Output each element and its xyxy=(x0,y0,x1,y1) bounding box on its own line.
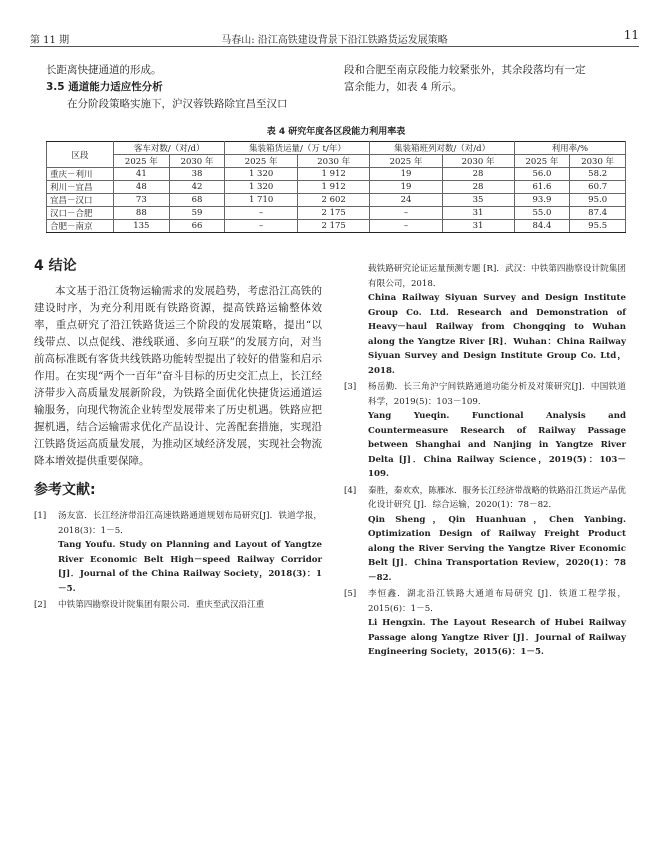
year-header: 2030 年 xyxy=(169,155,225,168)
reference-list-left xyxy=(34,509,322,613)
reference-number: [2] xyxy=(34,600,47,610)
table-cell: 66 xyxy=(169,220,225,233)
table-cell-region: 合肥－南京 xyxy=(47,220,114,233)
year-header: 2030 年 xyxy=(297,155,370,168)
table-cell: 60.7 xyxy=(570,181,626,194)
table-cell: – xyxy=(225,207,298,220)
reference-english: Yang Yueqin. Functional Analysis and Countermeasure Research of Railway Passage between Shanghai and Nanjing in Yangtze River Delta [J]．China Railway Science，2019(5)：103－109. xyxy=(368,411,626,479)
table-cell: 1 320 xyxy=(225,181,298,194)
reference-item xyxy=(34,509,322,596)
table-cell: 2 175 xyxy=(297,207,370,220)
table-row xyxy=(47,207,626,220)
table-cell: 61.6 xyxy=(514,181,570,194)
reference-number: [5] xyxy=(344,589,357,599)
reference-chinese: 汤友富．长江经济带沿江高速铁路通道规划布局研究[J]．铁道学报，2018(3)：1－5． xyxy=(58,511,322,536)
conclusion-section xyxy=(34,258,322,615)
paragraph-continued-end: 富余能力，如表 4 所示。 xyxy=(344,81,463,93)
table-cell: 58.2 xyxy=(570,168,626,181)
column-header-region: 区段 xyxy=(47,142,114,168)
table-cell: 55.0 xyxy=(514,207,570,220)
table-cell: 42 xyxy=(169,181,225,194)
table-cell: 28 xyxy=(442,181,514,194)
table-row xyxy=(47,181,626,194)
table-cell: 41 xyxy=(114,168,170,181)
table-4 xyxy=(46,124,626,233)
reference-number: [3] xyxy=(344,382,357,392)
table-cell: 48 xyxy=(114,181,170,194)
table-cell: 1 912 xyxy=(297,168,370,181)
running-title: 马春山: 沿江高铁建设背景下沿江铁路货运发展策略 xyxy=(221,35,448,46)
table-cell: 88 xyxy=(114,207,170,220)
reference-chinese: 杨岳勤．长三角沪宁间铁路通道功能分析及对策研究[J]．中国铁道科学，2019(5)：103－109． xyxy=(368,382,626,407)
year-header: 2025 年 xyxy=(370,155,442,168)
reference-english: China Railway Siyuan Survey and Design Institute Group Co. Ltd. Research and Demonstration of Heavy－haul Railway from Chongqing to Wuhan along the Yangtze River [R]．Wuhan：China Railway Siyuan Survey and Design Institute Group Co. Ltd，2018. xyxy=(368,293,626,376)
table-cell: 93.9 xyxy=(514,194,570,207)
table-cell: 31 xyxy=(442,207,514,220)
page-number: 11 xyxy=(623,28,639,42)
reference-chinese: 中铁第四勘察设计院集团有限公司．重庆至武汉沿江重 xyxy=(58,600,265,610)
table-cell: 24 xyxy=(370,194,442,207)
table-cell: 68 xyxy=(169,194,225,207)
table-cell: – xyxy=(370,207,442,220)
reference-chinese: 李恒鑫．湖北沿江铁路大通道布局研究 [J]．铁道工程学报，2015(6)：1－5． xyxy=(368,589,626,614)
table-cell: 1 710 xyxy=(225,194,298,207)
table-cell: 2 602 xyxy=(297,194,370,207)
paragraph-end: 长距离快捷通道的形成。 xyxy=(46,64,162,76)
table-cell-region: 宜昌－汉口 xyxy=(47,194,114,207)
reference-chinese: 秦胜，秦欢欢，陈雁冰．服务长江经济带战略的铁路沿江货运产品优化设计研究 [J]．综合运输，2020(1)：78－82． xyxy=(368,485,626,510)
top-left-column xyxy=(46,62,321,113)
page-header xyxy=(30,28,639,47)
reference-english: Tang Youfu. Study on Planning and Layout of Yangtze River Economic Belt High－speed Railway Corridor [J]．Journal of the China Railway Society，2018(3)：1－5. xyxy=(58,540,322,594)
table-cell: 73 xyxy=(114,194,170,207)
paragraph-continued: 段和合肥至南京段能力较紧张外，其余段落均有一定 xyxy=(344,64,586,76)
reference-item xyxy=(344,380,626,482)
reference-item xyxy=(34,598,322,613)
table-cell: – xyxy=(370,220,442,233)
reference-english: Qin Sheng，Qin Huanhuan，Chen Yanbing. Optimization Design of Railway Freight Product along the River Serving the Yangtze River Economic Belt [J]．China Transportation Review，2020(1)：78－82. xyxy=(368,514,626,583)
table-cell: 95.0 xyxy=(570,194,626,207)
table-row xyxy=(47,168,626,181)
table-row xyxy=(47,220,626,233)
table-cell-region: 重庆－利川 xyxy=(47,168,114,181)
references-title: 参考文献: xyxy=(34,482,96,498)
reference-item xyxy=(344,484,626,586)
issue-label: 第 11 期 xyxy=(30,35,70,46)
reference-item xyxy=(344,262,626,378)
table-cell: 19 xyxy=(370,168,442,181)
table-cell-region: 利川－宜昌 xyxy=(47,181,114,194)
section-4-title: 4 结论 xyxy=(34,258,77,274)
table-cell: 35 xyxy=(442,194,514,207)
table-cell: 135 xyxy=(114,220,170,233)
table-caption: 表 4 研究年度各区段能力利用率表 xyxy=(266,127,406,137)
table-cell: 1 320 xyxy=(225,168,298,181)
table-cell: 59 xyxy=(169,207,225,220)
year-header: 2030 年 xyxy=(570,155,626,168)
table-cell: 84.4 xyxy=(514,220,570,233)
reference-chinese: 载铁路研究论证运量预测专题 [R]．武汉：中铁第四勘察设计院集团有限公司，2018． xyxy=(368,264,626,289)
reference-list-right xyxy=(344,262,626,662)
table-cell: 87.4 xyxy=(570,207,626,220)
table-cell: 1 912 xyxy=(297,181,370,194)
year-header: 2025 年 xyxy=(514,155,570,168)
table-cell: 2 175 xyxy=(297,220,370,233)
column-group-header: 集装箱货运量/（万 t/年） xyxy=(225,142,370,155)
year-header: 2025 年 xyxy=(225,155,298,168)
top-right-column xyxy=(344,62,626,96)
conclusion-body: 本文基于沿江货物运输需求的发展趋势，考虑沿江高铁的建设时序，为充分利用既有铁路资源，提高铁路运输整体效率，重点研究了沿江铁路货运三个阶段的发展策略，提出“以线带点、以点促线、港线联通、多向互联”的发展方向，对当前高标准既有客货共线铁路功能转型提出了较好的借鉴和启示作用。在实现“两个一百年”奋斗目标的历史交汇点上，长江经济带步入高质量发展新阶段，为铁路全面优化快捷货运通道运输服务，向现代物流企业转型发展带来了历史机遇。铁路应把握机遇，结合运输需求优化产品设计、完善配套措施，实现沿江铁路货运高质量发展，为推动区域经济发展，实现社会物流降本增效提供重要保障。 xyxy=(34,285,322,467)
table-cell: – xyxy=(225,220,298,233)
table-cell: 95.5 xyxy=(570,220,626,233)
table-cell: 38 xyxy=(169,168,225,181)
table-cell: 31 xyxy=(442,220,514,233)
reference-number: [4] xyxy=(344,485,357,496)
table-cell-region: 汉口－合肥 xyxy=(47,207,114,220)
section-heading-3-5: 3.5 通道能力适应性分析 xyxy=(46,81,163,93)
column-group-header: 客车对数/（对/d） xyxy=(114,142,225,155)
reference-item xyxy=(344,587,626,660)
column-group-header: 利用率/% xyxy=(514,142,625,155)
capacity-utilization-table xyxy=(46,141,626,233)
reference-number: [1] xyxy=(34,511,47,521)
table-row xyxy=(47,194,626,207)
table-cell: 56.0 xyxy=(514,168,570,181)
column-group-header: 集装箱班列对数/（对/d） xyxy=(370,142,514,155)
table-cell: 28 xyxy=(442,168,514,181)
paragraph-start: 在分阶段策略实施下，沪汉蓉铁路除宜昌至汉口 xyxy=(67,98,288,110)
year-header: 2025 年 xyxy=(114,155,170,168)
reference-english: Li Hengxin. The Layout Research of Hubei Railway Passage along Yangtze River [J]．Journal of Railway Engineering Society，2015(6)：1－5. xyxy=(368,618,626,657)
year-header: 2030 年 xyxy=(442,155,514,168)
table-cell: 19 xyxy=(370,181,442,194)
